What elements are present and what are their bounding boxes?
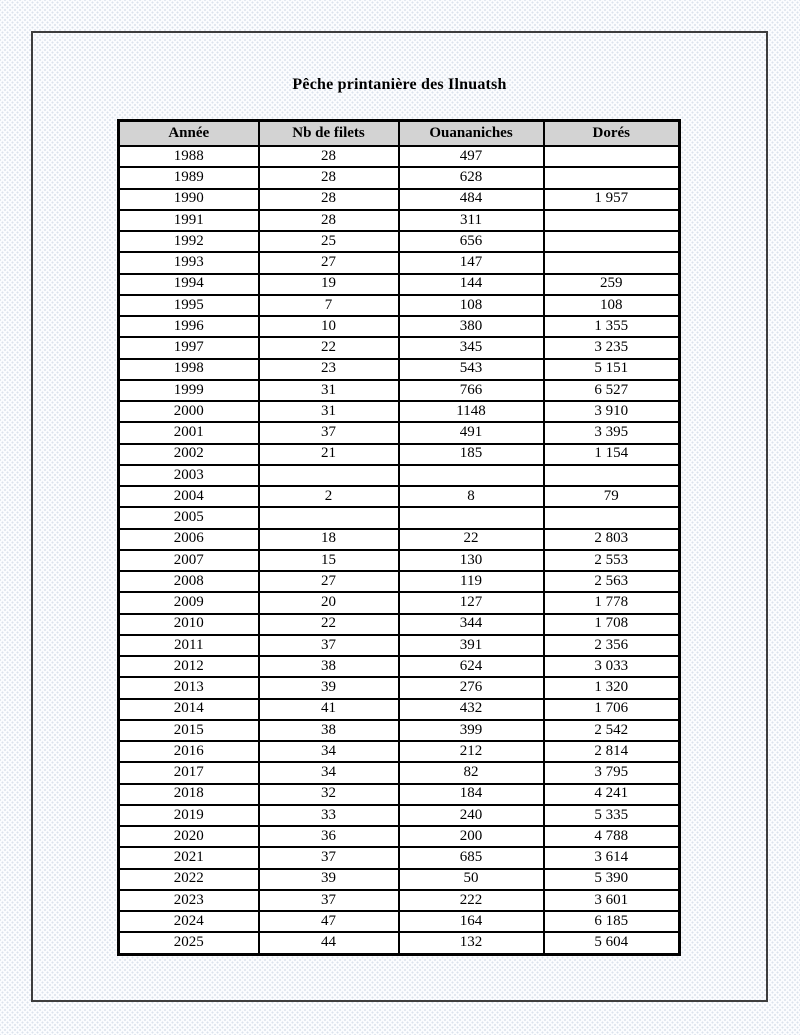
table-cell: 39 (259, 869, 399, 890)
table-cell: 22 (259, 614, 399, 635)
column-header-annee: Année (119, 121, 259, 147)
table-cell: 200 (399, 826, 544, 847)
table-cell: 484 (399, 189, 544, 210)
table-cell: 185 (399, 444, 544, 465)
table-row (119, 805, 680, 826)
table-cell: 543 (399, 359, 544, 380)
table-cell: 38 (259, 720, 399, 741)
table-row (119, 231, 680, 252)
table-row (119, 614, 680, 635)
table-cell: 32 (259, 784, 399, 805)
table-cell: 20 (259, 592, 399, 613)
table-cell: 628 (399, 167, 544, 188)
table-cell: 345 (399, 337, 544, 358)
table-cell: 37 (259, 890, 399, 911)
table-row (119, 252, 680, 273)
table-row (119, 911, 680, 932)
table-cell: 5 151 (544, 359, 680, 380)
table-row (119, 826, 680, 847)
table-row (119, 295, 680, 316)
table-row (119, 444, 680, 465)
table-cell: 212 (399, 741, 544, 762)
table-cell: 2013 (119, 677, 259, 698)
table-cell: 184 (399, 784, 544, 805)
table-cell: 2021 (119, 847, 259, 868)
table-cell: 132 (399, 932, 544, 954)
table-cell: 344 (399, 614, 544, 635)
table-cell: 2001 (119, 422, 259, 443)
table-cell: 399 (399, 720, 544, 741)
table-cell: 79 (544, 486, 680, 507)
table-cell: 28 (259, 146, 399, 167)
table-cell: 2006 (119, 529, 259, 550)
table-row (119, 422, 680, 443)
table-cell: 1 355 (544, 316, 680, 337)
table-cell: 3 795 (544, 762, 680, 783)
column-header-ouananiches: Ouananiches (399, 121, 544, 147)
table-cell: 766 (399, 380, 544, 401)
table-cell (544, 465, 680, 486)
table-row (119, 677, 680, 698)
table-cell: 144 (399, 274, 544, 295)
table-body (119, 146, 680, 955)
table-cell: 2009 (119, 592, 259, 613)
table-cell: 1990 (119, 189, 259, 210)
table-cell: 2 814 (544, 741, 680, 762)
table-cell: 39 (259, 677, 399, 698)
table-cell: 685 (399, 847, 544, 868)
table-cell: 31 (259, 401, 399, 422)
table-cell: 22 (399, 529, 544, 550)
table-cell: 28 (259, 189, 399, 210)
table-row (119, 507, 680, 528)
table-row (119, 465, 680, 486)
table-cell: 2020 (119, 826, 259, 847)
table-cell: 2010 (119, 614, 259, 635)
table-cell: 34 (259, 762, 399, 783)
column-header-nb-de-filets: Nb de filets (259, 121, 399, 147)
table-cell: 6 185 (544, 911, 680, 932)
table-cell: 1994 (119, 274, 259, 295)
table-cell: 21 (259, 444, 399, 465)
table-cell: 1989 (119, 167, 259, 188)
table-cell: 18 (259, 529, 399, 550)
table-cell: 108 (544, 295, 680, 316)
table-cell (544, 146, 680, 167)
table-cell: 3 910 (544, 401, 680, 422)
table-row (119, 635, 680, 656)
table-cell: 2015 (119, 720, 259, 741)
table-cell: 2 803 (544, 529, 680, 550)
table-cell: 3 033 (544, 656, 680, 677)
table-cell: 222 (399, 890, 544, 911)
table-cell: 3 395 (544, 422, 680, 443)
table-cell: 3 601 (544, 890, 680, 911)
table-cell: 2 (259, 486, 399, 507)
table-cell: 497 (399, 146, 544, 167)
table-cell: 1999 (119, 380, 259, 401)
table-cell (259, 465, 399, 486)
data-table (117, 119, 681, 956)
table-row (119, 189, 680, 210)
table-cell: 22 (259, 337, 399, 358)
table-cell: 2019 (119, 805, 259, 826)
table-cell: 1993 (119, 252, 259, 273)
table-cell: 1992 (119, 231, 259, 252)
table-cell: 34 (259, 741, 399, 762)
table-cell (544, 507, 680, 528)
table-cell: 37 (259, 847, 399, 868)
table-cell: 2018 (119, 784, 259, 805)
table-cell: 491 (399, 422, 544, 443)
table-cell: 1995 (119, 295, 259, 316)
table-cell: 6 527 (544, 380, 680, 401)
table-row (119, 167, 680, 188)
table-cell: 37 (259, 422, 399, 443)
table-cell: 1 708 (544, 614, 680, 635)
table-cell: 47 (259, 911, 399, 932)
table-cell: 2000 (119, 401, 259, 422)
table-cell: 2011 (119, 635, 259, 656)
table-row (119, 656, 680, 677)
table-cell: 50 (399, 869, 544, 890)
table-cell: 2 553 (544, 550, 680, 571)
table-cell: 15 (259, 550, 399, 571)
table-cell: 391 (399, 635, 544, 656)
table-cell: 1 957 (544, 189, 680, 210)
table-cell: 1988 (119, 146, 259, 167)
table-cell (544, 231, 680, 252)
table-cell: 1 706 (544, 699, 680, 720)
table-row (119, 146, 680, 167)
table-cell: 5 390 (544, 869, 680, 890)
table-cell: 44 (259, 932, 399, 954)
table-row (119, 571, 680, 592)
table-cell: 164 (399, 911, 544, 932)
table-cell: 1998 (119, 359, 259, 380)
column-header-dores: Dorés (544, 121, 680, 147)
table-cell (544, 210, 680, 231)
table-cell: 2016 (119, 741, 259, 762)
table-cell (399, 507, 544, 528)
table-row (119, 847, 680, 868)
table-cell: 1148 (399, 401, 544, 422)
table-cell: 259 (544, 274, 680, 295)
table-cell: 2023 (119, 890, 259, 911)
table-cell: 28 (259, 210, 399, 231)
table-cell: 2004 (119, 486, 259, 507)
table-cell: 27 (259, 252, 399, 273)
table-cell: 1997 (119, 337, 259, 358)
table-cell: 1996 (119, 316, 259, 337)
table-cell: 147 (399, 252, 544, 273)
table-cell (544, 167, 680, 188)
table-cell: 2022 (119, 869, 259, 890)
table-cell: 4 241 (544, 784, 680, 805)
table-row (119, 486, 680, 507)
table-cell: 1991 (119, 210, 259, 231)
table-cell: 2014 (119, 699, 259, 720)
document-title: Pêche printanière des Ilnuatsh (292, 76, 507, 93)
table-cell: 130 (399, 550, 544, 571)
table-cell: 108 (399, 295, 544, 316)
table-cell: 2005 (119, 507, 259, 528)
table-row (119, 380, 680, 401)
table-cell: 2012 (119, 656, 259, 677)
table-cell: 4 788 (544, 826, 680, 847)
table-cell: 38 (259, 656, 399, 677)
table-cell: 10 (259, 316, 399, 337)
table-row (119, 337, 680, 358)
table-cell: 2008 (119, 571, 259, 592)
table-cell: 33 (259, 805, 399, 826)
table-cell: 624 (399, 656, 544, 677)
table-cell: 8 (399, 486, 544, 507)
table-cell: 5 335 (544, 805, 680, 826)
table-cell: 432 (399, 699, 544, 720)
table-cell: 2007 (119, 550, 259, 571)
table-cell (544, 252, 680, 273)
table-row (119, 699, 680, 720)
table-cell: 3 614 (544, 847, 680, 868)
table-cell (399, 465, 544, 486)
table-row (119, 741, 680, 762)
table-cell: 2003 (119, 465, 259, 486)
table-row (119, 784, 680, 805)
table-cell: 2 542 (544, 720, 680, 741)
table-cell: 119 (399, 571, 544, 592)
table-cell: 276 (399, 677, 544, 698)
table-cell: 2 563 (544, 571, 680, 592)
table-row (119, 210, 680, 231)
table-row (119, 869, 680, 890)
table-cell: 1 320 (544, 677, 680, 698)
page-frame (31, 31, 768, 1002)
table-cell: 311 (399, 210, 544, 231)
table-cell: 19 (259, 274, 399, 295)
table-cell: 28 (259, 167, 399, 188)
table-cell: 3 235 (544, 337, 680, 358)
table-cell: 23 (259, 359, 399, 380)
table-cell: 2017 (119, 762, 259, 783)
table-cell: 2 356 (544, 635, 680, 656)
table-cell: 7 (259, 295, 399, 316)
table-cell: 36 (259, 826, 399, 847)
table-cell: 2024 (119, 911, 259, 932)
table-row (119, 359, 680, 380)
table-row (119, 890, 680, 911)
table-cell: 25 (259, 231, 399, 252)
table-row (119, 316, 680, 337)
table-row (119, 529, 680, 550)
table-cell: 656 (399, 231, 544, 252)
table-row (119, 932, 680, 954)
table-cell: 2025 (119, 932, 259, 954)
table-cell: 31 (259, 380, 399, 401)
table-cell: 82 (399, 762, 544, 783)
table-row (119, 401, 680, 422)
table-cell: 240 (399, 805, 544, 826)
table-row (119, 274, 680, 295)
table-cell: 1 154 (544, 444, 680, 465)
table-cell (259, 507, 399, 528)
table-cell: 27 (259, 571, 399, 592)
table-cell: 380 (399, 316, 544, 337)
table-row (119, 550, 680, 571)
table-row (119, 720, 680, 741)
table-row (119, 762, 680, 783)
table-row (119, 592, 680, 613)
table-cell: 37 (259, 635, 399, 656)
table-cell: 127 (399, 592, 544, 613)
table-cell: 41 (259, 699, 399, 720)
table-header-row (119, 121, 680, 147)
table-cell: 1 778 (544, 592, 680, 613)
table-cell: 2002 (119, 444, 259, 465)
table-cell: 5 604 (544, 932, 680, 954)
